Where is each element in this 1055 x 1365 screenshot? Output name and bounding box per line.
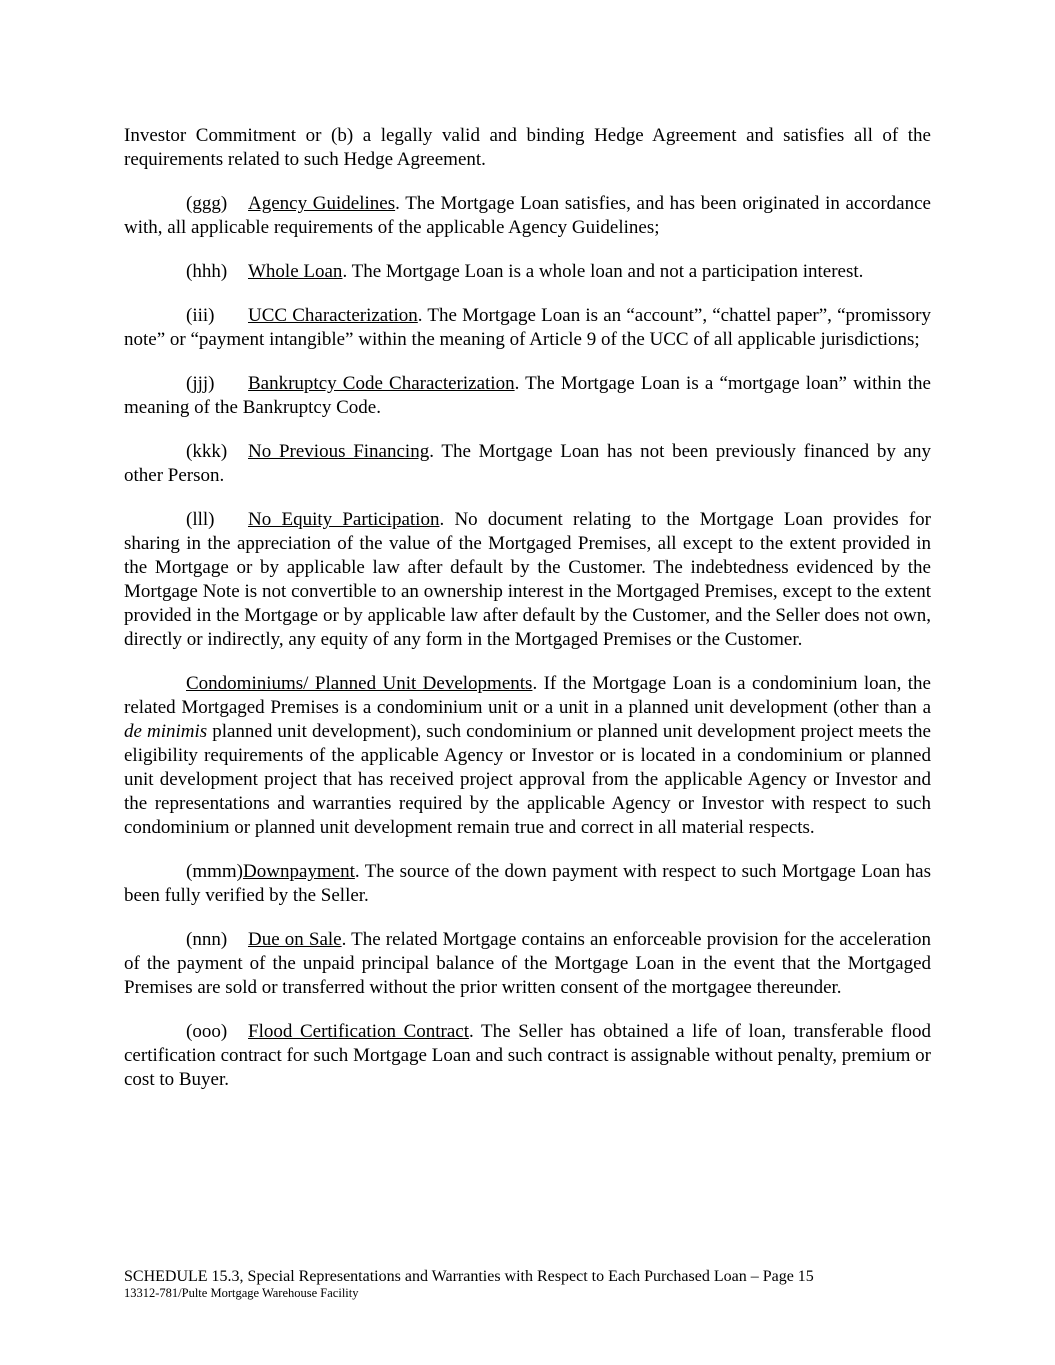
footer-doc-id: 13312-781/Pulte Mortgage Warehouse Facility (124, 1286, 359, 1300)
section-heading: Bankruptcy Code Characterization (248, 373, 515, 394)
section-heading: No Equity Participation (248, 509, 440, 530)
section-kkk (124, 440, 931, 488)
section-heading: No Previous Financing (248, 441, 430, 462)
section-body: . The Mortgage Loan has not been previously financed by any other Person. (124, 441, 931, 486)
section-jjj (124, 372, 931, 420)
section-body: . The Mortgage Loan is a “mortgage loan” within the meaning of the Bankruptcy Code. (124, 373, 931, 418)
section-body: . The Seller has obtained a life of loan, transferable flood certification contract for such Mortgage Loan and such contract is assignable without penalty, premium or cost to Buyer. (124, 1021, 932, 1090)
section-number: (jjj) (186, 373, 215, 394)
section-body: . No document relating to the Mortgage Loan provides for sharing in the appreciation of the value of the Mortgaged Premises, all except to the extent provided in the Mortgage or by applicable law after default by the Customer. The indebtedness evidenced by the Mortgage Note is not convertible to an ownership interest in the Mortgaged Premises, except to the extent provided in the Mortgage or by applicable law after default by the Customer, and the Seller does not own, directly or indirectly, any equity of any form in the Mortgaged Premises or the Customer. (124, 509, 931, 650)
continuation-paragraph: Investor Commitment or (b) a legally valid and binding Hedge Agreement and satisfies all of the requirements related to such Hedge Agreement. (124, 125, 931, 170)
section-heading: Whole Loan (248, 261, 343, 282)
section-condominiums (124, 672, 931, 840)
section-heading: Condominiums/ Planned Unit Developments (186, 673, 533, 694)
section-iii (124, 304, 931, 352)
section-body: . The Mortgage Loan is a whole loan and not a participation interest. (342, 261, 864, 282)
footer-title: SCHEDULE 15.3, Special Representations and Warranties with Respect to Each Purchased Loan – Page 15 (124, 1268, 814, 1285)
section-ggg (124, 192, 931, 240)
section-mmm (124, 860, 931, 908)
section-nnn (124, 928, 931, 1000)
section-number: (ooo) (186, 1021, 228, 1042)
section-body: . The related Mortgage contains an enforceable provision for the acceleration of the payment of the unpaid principal balance of the Mortgage Loan in the event that the Mortgaged Premises are sold or transferred without the prior written consent of the mortgagee thereunder. (124, 929, 931, 998)
section-number: (ggg) (186, 193, 228, 214)
section-hhh (124, 260, 931, 284)
section-number: (mmm) (186, 861, 243, 882)
section-number: (iii) (186, 305, 215, 326)
page-footer (124, 1268, 931, 1301)
section-body: planned unit development), such condominium or planned unit development project meets the eligibility requirements of the applicable Agency or Investor or is located in a condominium or planned unit development project that has received project approval from the applicable Agency or Investor and the representations and warranties required by the applicable Agency or Investor with respect to such condominium or planned unit development remain true and correct in all material respects. (124, 721, 931, 838)
section-number: (kkk) (186, 441, 228, 462)
section-body: . The source of the down payment with respect to such Mortgage Loan has been fully verified by the Seller. (124, 861, 931, 906)
section-heading: UCC Characterization (248, 305, 418, 326)
document-page (124, 124, 931, 1112)
section-number: (nnn) (186, 929, 228, 950)
section-heading: Downpayment (243, 861, 355, 882)
section-number: (lll) (186, 509, 215, 530)
section-ooo (124, 1020, 931, 1092)
section-heading: Agency Guidelines (248, 193, 396, 214)
section-heading: Due on Sale (248, 929, 342, 950)
section-heading: Flood Certification Contract (248, 1021, 470, 1042)
section-body: . The Mortgage Loan is an “account”, “chattel paper”, “promissory note” or “payment intangible” within the meaning of Article 9 of the UCC of all applicable jurisdictions; (124, 305, 932, 350)
section-number: (hhh) (186, 261, 228, 282)
section-lll (124, 508, 931, 652)
section-body: . If the Mortgage Loan is a condominium loan, the related Mortgaged Premises is a condominium unit or a unit in a planned unit development (other than a (124, 673, 931, 718)
section-body-italic: de minimis (124, 721, 208, 742)
section-body: . The Mortgage Loan satisfies, and has been originated in accordance with, all applicable requirements of the applicable Agency Guidelines; (124, 193, 931, 238)
